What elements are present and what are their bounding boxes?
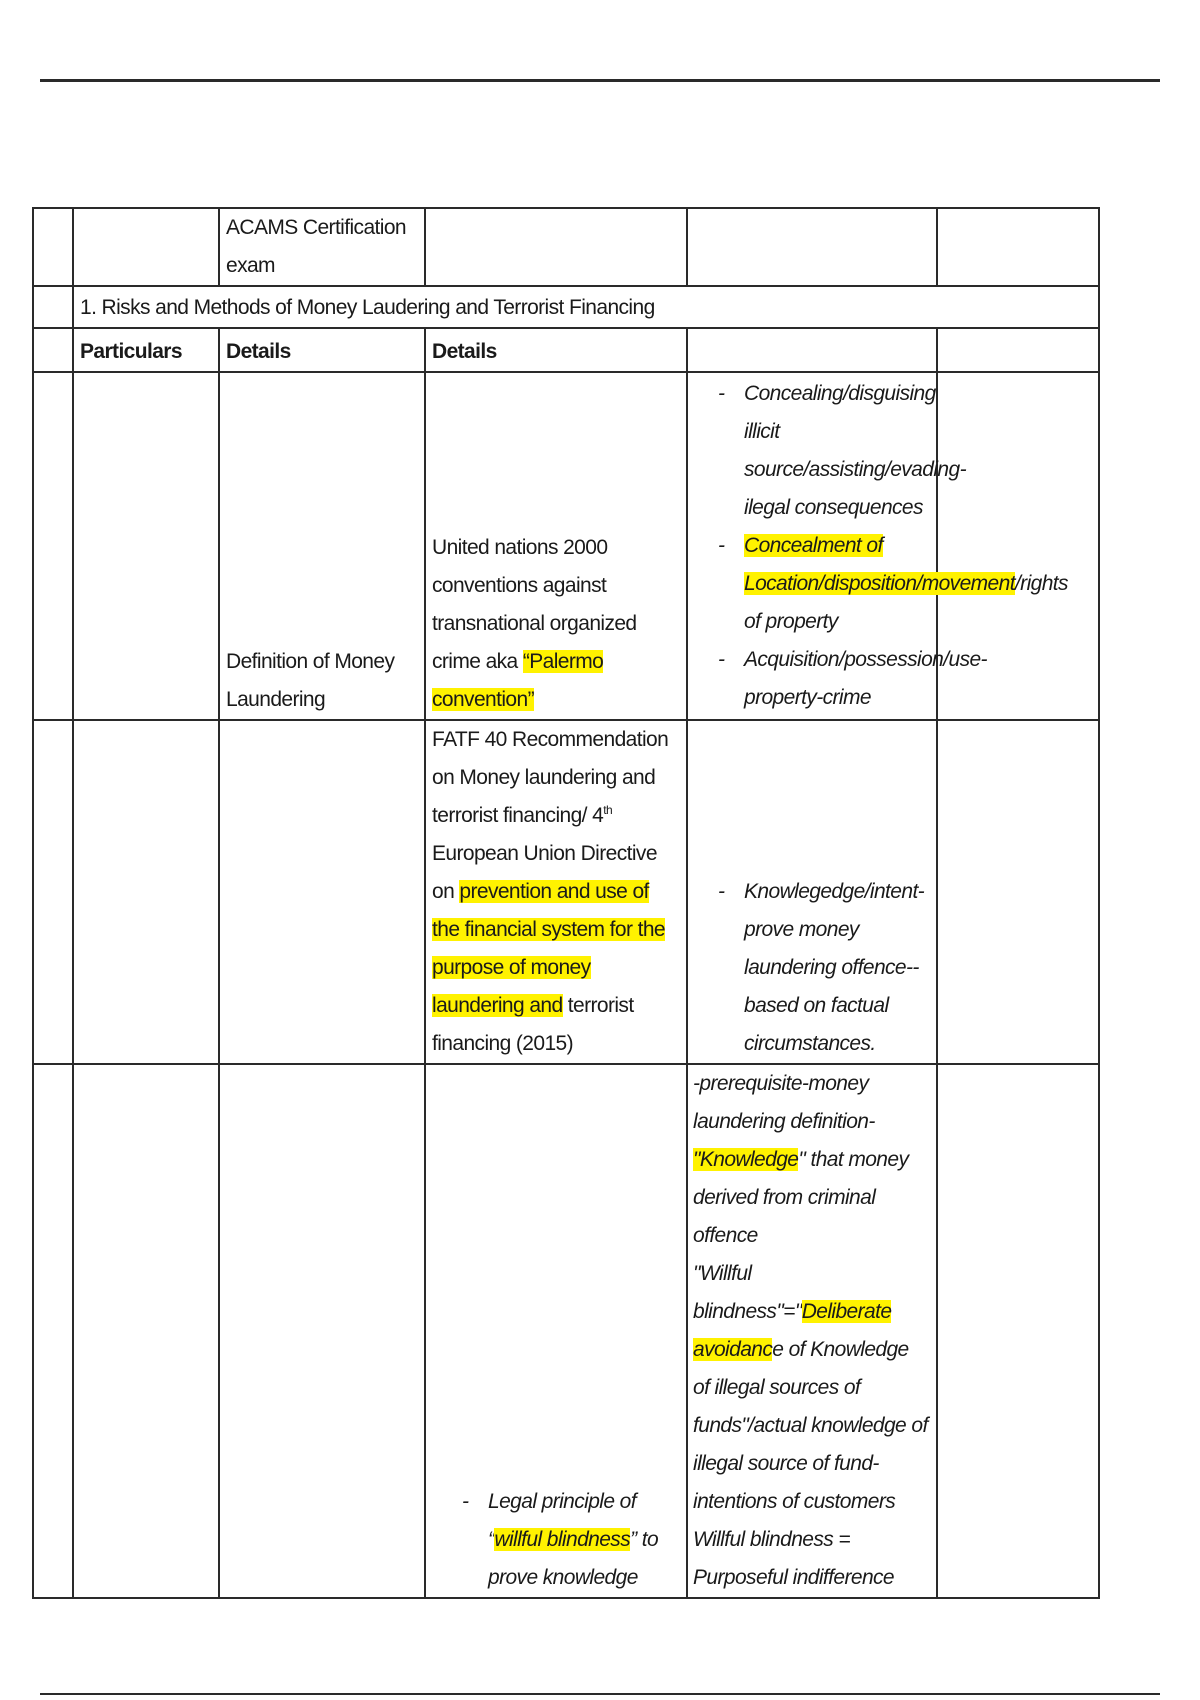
bullet-list [694,873,930,1063]
details-cell: Definition of Money Laundering [219,372,425,720]
bullet-list [694,375,1068,717]
table-row [33,720,1099,1064]
bullets-cell [687,372,1068,720]
header-row [33,328,1099,372]
footer-rule [40,1693,1160,1695]
column-header-details-2: Details [425,328,687,372]
document-title: ACAMS Certification exam [219,208,425,286]
notes-cell [687,1064,937,1598]
source-cell: FATF 40 Recommendation on Money laundering and terrorist financing/ 4th European Union Directive on prevention and use of the financial system for the purpose of money laundering and terrorist financing (2015) [425,720,687,1064]
title-row [33,208,1099,286]
list-item: - Concealing/disguising illicit source/assisting/evading-ilegal consequences [694,375,930,527]
bullets-cell [687,720,937,1064]
column-header-particulars: Particulars [73,328,219,372]
section-title: 1. Risks and Methods of Money Laudering and Terrorist Financing [73,286,1099,328]
note-line: Willful blindness = Purposeful indifference [693,1528,894,1589]
note-line: "Willful blindness"="Deliberate avoidance of Knowledge of illegal sources of funds"/actual knowledge of illegal source of fund-intentions of customers [693,1262,928,1513]
list-item: - Acquisition/possession/use-property-crime [694,641,930,717]
bullet-list [432,1483,680,1597]
table-row [33,1064,1099,1598]
header-rule [40,79,1160,82]
principle-cell [425,1064,687,1598]
table-row [33,372,1099,720]
column-header-details: Details [219,328,425,372]
section-row [33,286,1099,328]
note-line: -prerequisite-money laundering definition-"Knowledge" that money derived from criminal offence [693,1072,909,1247]
notes-table [32,207,1100,1599]
list-item: - Concealment of Location/disposition/movement/rights of property [694,527,930,641]
list-item: - Knowlegedge/intent-prove money laundering offence--based on factual circumstances. [694,873,930,1063]
source-cell: United nations 2000 conventions against transnational organized crime aka “Palermo convention” [425,372,687,720]
list-item: - Legal principle of “willful blindness” to prove knowledge [432,1483,680,1597]
